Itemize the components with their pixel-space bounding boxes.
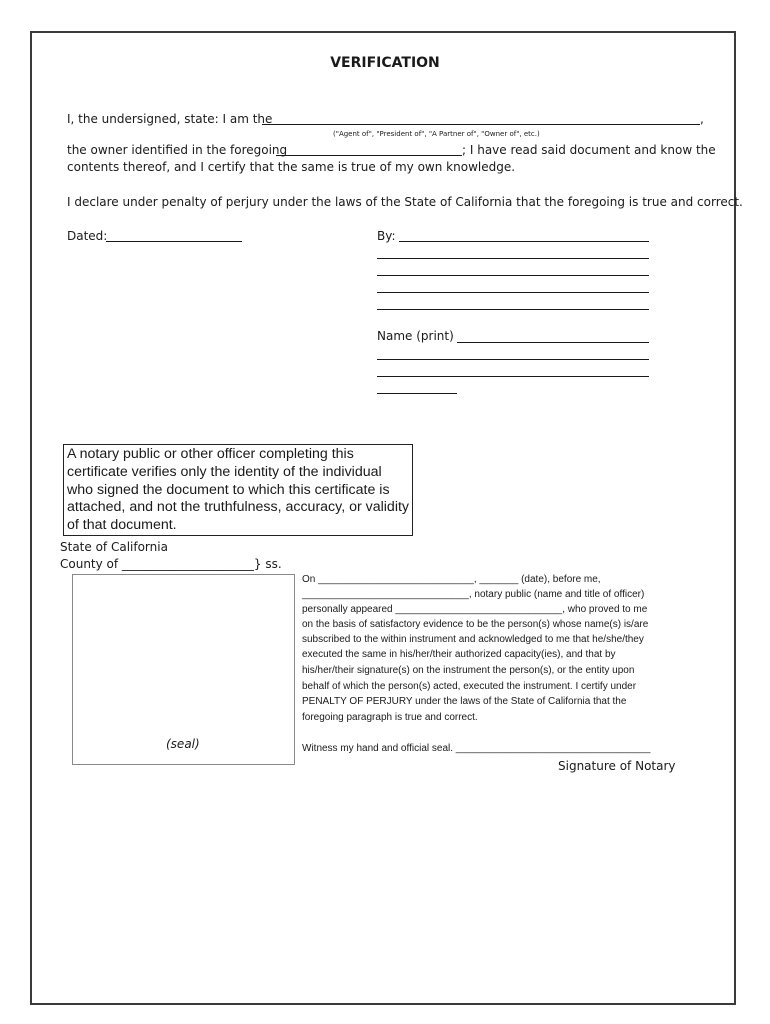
dated-field[interactable] xyxy=(106,241,242,242)
statement-line1-prefix: I, the undersigned, state: I am the xyxy=(67,112,273,126)
statement-line2-suffix: ; I have read said document and know the xyxy=(462,143,716,157)
signature-line-2[interactable] xyxy=(377,258,649,259)
document-name-blank[interactable] xyxy=(276,155,462,156)
document-title: VERIFICATION xyxy=(330,55,440,71)
signature-line-4[interactable] xyxy=(377,292,649,293)
name-line-2[interactable] xyxy=(377,359,649,360)
ack-line-2: ______________________________, notary public (name and title of officer) xyxy=(302,589,645,600)
name-print-label: Name (print) xyxy=(377,329,454,343)
statement-line2-prefix: the owner identified in the foregoing xyxy=(67,143,288,157)
signature-of-notary-label: Signature of Notary xyxy=(558,759,676,773)
statement-line1-end: , xyxy=(700,112,704,126)
ack-line-4: on the basis of satisfactory evidence to be the person(s) whose name(s) is/are xyxy=(302,619,649,630)
ack-line-6: executed the same in his/her/their authorized capacity(ies), and that by xyxy=(302,649,616,660)
venue-county: County of ______________________} ss. xyxy=(60,557,282,571)
role-blank[interactable] xyxy=(262,124,700,125)
ack-line-7: his/her/their signature(s) on the instrument the person(s), or the entity upon xyxy=(302,665,635,676)
notary-notice-box: A notary public or other officer completing this certificate verifies only the identity of the individual who signed the document to which this certificate is attached, and not the truthfulness, accuracy, or validity of that document. xyxy=(63,444,413,536)
by-label: By: xyxy=(377,229,396,243)
declaration-text: I declare under penalty of perjury under the laws of the State of California that the foregoing is true and correct. xyxy=(67,195,743,209)
dated-label: Dated: xyxy=(67,229,108,243)
ack-line-9: PENALTY OF PERJURY under the laws of the State of California that the xyxy=(302,696,627,707)
ack-line-5: subscribed to the within instrument and acknowledged to me that he/she/they xyxy=(302,634,644,645)
signature-line-5[interactable] xyxy=(377,309,649,310)
seal-label: (seal) xyxy=(166,737,200,751)
ack-line-8: behalf of which the person(s) acted, executed the instrument. I certify under xyxy=(302,681,637,692)
ack-line-1: On ____________________________, _______ (date), before me, xyxy=(302,574,601,585)
name-line-3[interactable] xyxy=(377,376,649,377)
ack-line-3: personally appeared ______________________________, who proved to me xyxy=(302,604,648,615)
name-print-field[interactable] xyxy=(457,342,649,343)
signature-line-3[interactable] xyxy=(377,275,649,276)
name-line-4[interactable] xyxy=(377,393,457,394)
statement-line3: contents thereof, and I certify that the same is true of my own knowledge. xyxy=(67,160,516,174)
witness-line: Witness my hand and official seal. ___________________________________ xyxy=(302,743,651,754)
role-hint: ("Agent of", "President of", "A Partner of", "Owner of", etc.) xyxy=(333,130,540,138)
by-signature-line[interactable] xyxy=(399,241,649,242)
ack-line-10: foregoing paragraph is true and correct. xyxy=(302,712,478,723)
venue-state: State of California xyxy=(60,540,168,554)
